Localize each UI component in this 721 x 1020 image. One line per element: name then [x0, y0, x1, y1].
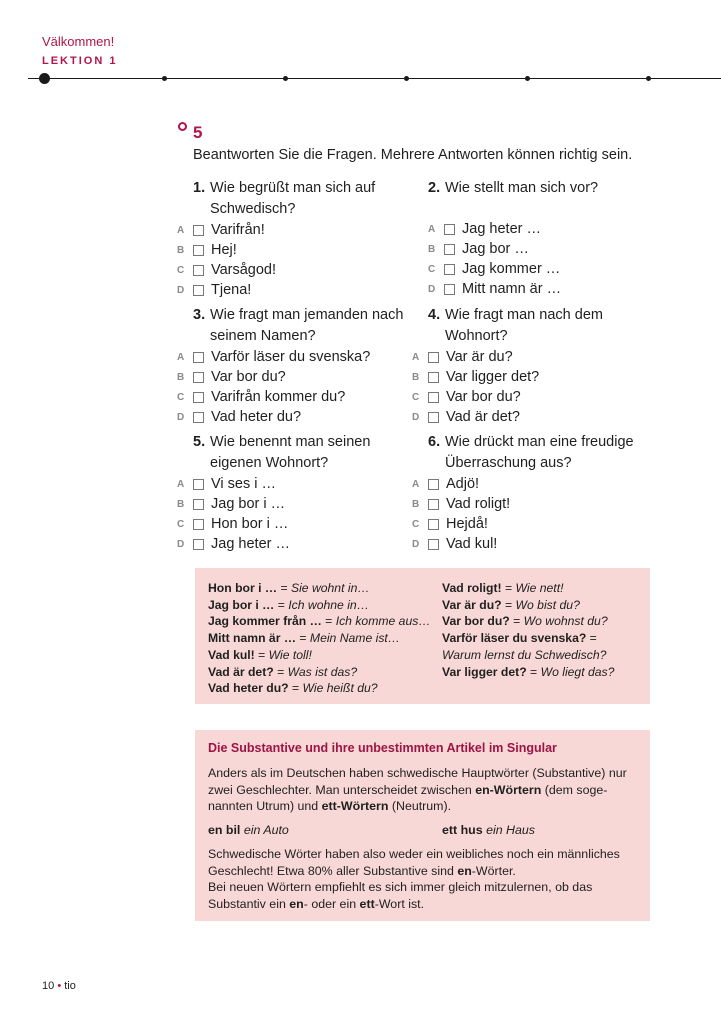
question-4 [412, 305, 658, 427]
checkbox[interactable] [444, 244, 455, 255]
exercise-instruction: Beantworten Sie die Fragen. Mehrere Antworten können richtig sein. [193, 147, 633, 163]
answer-option[interactable]: C Jag kommer … [428, 261, 561, 277]
lesson-label: LEKTION 1 [42, 55, 118, 67]
checkbox[interactable] [193, 479, 204, 490]
vocab-item: Jag bor i … = Ich wohne in… [208, 597, 369, 612]
checkbox[interactable] [444, 264, 455, 275]
answer-option[interactable]: C Varsågod! [177, 262, 277, 278]
answer-option[interactable]: A Varför läser du svenska? [177, 349, 371, 365]
vocab-item: Vad är det? = Was ist das? [208, 664, 358, 679]
vocab-item: Var ligger det? = Wo liegt das? [442, 664, 615, 679]
answer-option[interactable]: C Var bor du? [412, 389, 521, 405]
checkbox[interactable] [193, 225, 204, 236]
checkbox[interactable] [444, 224, 455, 235]
page-number: 10 [42, 980, 55, 992]
progress-dot [283, 76, 288, 81]
vocab-item: Mitt namn är … = Mein Name ist… [208, 631, 400, 646]
vocab-item: Vad roligt! = Wie nett! [442, 581, 564, 595]
checkbox[interactable] [193, 372, 204, 383]
answer-option[interactable]: D Mitt namn är … [428, 281, 562, 297]
checkbox[interactable] [193, 412, 204, 423]
answer-option[interactable]: A Var är du? [412, 349, 513, 365]
checkbox[interactable] [193, 519, 204, 530]
grammar-title: Die Substantive und ihre unbestimmten Artikel im Singular [208, 741, 557, 755]
answer-option[interactable]: D Vad heter du? [177, 409, 302, 425]
progress-dot [525, 76, 530, 81]
checkbox[interactable] [428, 412, 439, 423]
answer-option[interactable]: D Vad är det? [412, 409, 520, 425]
grammar-examples: en bil ein Auto ett hus ein Haus [208, 823, 535, 837]
answer-option[interactable]: A Adjö! [412, 476, 480, 492]
vocab-item: Vad heter du? = Wie heißt du? [208, 681, 378, 696]
checkbox[interactable] [193, 265, 204, 276]
vocabulary-right-column [442, 580, 614, 680]
question-text: Wie begrüßt man sich auf Schwedisch? [210, 180, 376, 217]
answer-option[interactable]: B Hej! [177, 242, 237, 258]
checkbox[interactable] [428, 539, 439, 550]
answer-option[interactable]: A Jag heter … [428, 221, 541, 237]
checkbox[interactable] [428, 499, 439, 510]
vocab-item: Hon bor i … = Sie wohnt in… [208, 581, 370, 595]
brand-label: tio [64, 980, 76, 992]
answer-option[interactable]: D Tjena! [177, 282, 252, 298]
vocabulary-box [195, 568, 650, 704]
answer-option[interactable]: B Var ligger det? [412, 369, 540, 385]
answer-option[interactable]: C Varifrån kommer du? [177, 389, 346, 405]
question-number: 1. [193, 180, 206, 196]
answer-option[interactable]: A Vi ses i … [177, 476, 277, 492]
answer-option[interactable]: B Vad roligt! [412, 496, 511, 512]
vocab-item: Vad kul! = Wie toll! [208, 647, 312, 662]
checkbox[interactable] [428, 352, 439, 363]
checkbox[interactable] [193, 245, 204, 256]
progress-dot [162, 76, 167, 81]
chapter-title: Välkommen! [42, 34, 115, 49]
checkbox[interactable] [193, 499, 204, 510]
answer-option[interactable]: C Hon bor i … [177, 516, 289, 532]
question-2-options [428, 219, 644, 299]
question-6 [412, 432, 658, 554]
grammar-box [195, 730, 650, 921]
progress-dot [646, 76, 651, 81]
header-rule [28, 78, 721, 79]
exercise-number: 5 [193, 123, 203, 142]
vocabulary-left-column [208, 580, 431, 697]
checkbox[interactable] [444, 284, 455, 295]
checkbox[interactable] [193, 392, 204, 403]
checkbox[interactable] [428, 372, 439, 383]
question-1 [177, 178, 423, 300]
question-number: 6. [428, 434, 441, 450]
question-text: Wie benennt man seinen eigenen Wohnort? [210, 434, 371, 471]
answer-option[interactable]: B Jag bor i … [177, 496, 286, 512]
question-3 [177, 305, 423, 427]
progress-dot [404, 76, 409, 81]
answer-option[interactable]: A Varifrån! [177, 222, 265, 238]
question-number: 5. [193, 434, 206, 450]
answer-option[interactable]: D Vad kul! [412, 536, 498, 552]
answer-option[interactable]: D Jag heter … [177, 536, 290, 552]
question-number: 4. [428, 307, 441, 323]
vocab-item: Warum lernst du Schwedisch? [442, 647, 607, 662]
checkbox[interactable] [193, 352, 204, 363]
answer-option[interactable]: B Jag bor … [428, 241, 529, 257]
grammar-paragraph: Schwedische Wörter haben also weder ein weibliches noch ein männliches Geschlecht! Etwa 80% aller Substantive sind en-Wörter. Bei neuen Wörtern empfiehlt es sich immer gleich mitzulernen, ob das Substantiv ein en- oder ein ett-Wort ist. [208, 847, 620, 912]
checkbox[interactable] [193, 285, 204, 296]
grammar-paragraph: Anders als im Deutschen haben schwedische Hauptwörter (Substantive) nur zwei Geschlechter. Man unterscheidet zwischen en-Wörtern (dem soge-nannten Utrum) und ett-Wörtern (Neutrum). [208, 766, 627, 814]
checkbox[interactable] [428, 392, 439, 403]
answer-option[interactable]: B Var bor du? [177, 369, 286, 385]
page-footer: 10 • tio [42, 980, 76, 992]
vocab-item: Var är du? = Wo bist du? [442, 597, 580, 612]
question-number: 3. [193, 307, 206, 323]
checkbox[interactable] [428, 519, 439, 530]
vocab-item: Jag kommer från … = Ich komme aus… [208, 614, 431, 629]
exercise-audio-icon [178, 122, 187, 131]
question-text: Wie fragt man nach dem Wohnort? [445, 307, 603, 344]
question-text: Wie stellt man sich vor? [445, 180, 599, 196]
vocab-item: Var bor du? = Wo wohnst du? [442, 614, 608, 629]
progress-dot-current [39, 73, 50, 84]
question-text: Wie fragt man jemanden nach seinem Namen? [210, 307, 404, 344]
question-5 [177, 432, 423, 554]
checkbox[interactable] [193, 539, 204, 550]
vocab-item: Varför läser du svenska? = [442, 631, 597, 646]
question-text: Wie drückt man eine freudige Überraschung aus? [445, 434, 634, 471]
question-number: 2. [428, 180, 441, 196]
answer-option[interactable]: C Hejdå! [412, 516, 488, 532]
checkbox[interactable] [428, 479, 439, 490]
